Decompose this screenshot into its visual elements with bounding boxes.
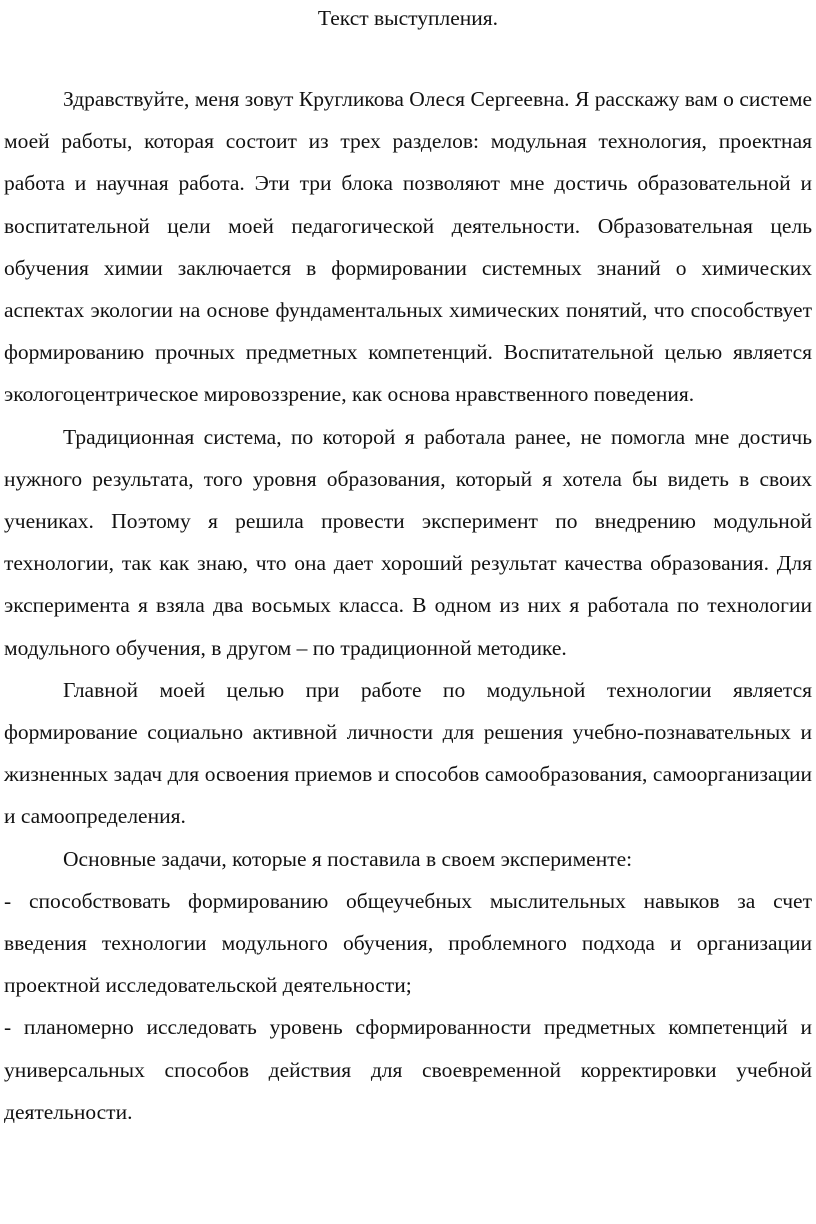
- list-item: - планомерно исследовать уровень сформированности предметных компетенций и универсальных способов действия для своевременной корректировки учебной деятельности.: [4, 1015, 812, 1124]
- paragraph-traditional-system: Традиционная система, по которой я работала ранее, не помогла мне достичь нужного результата, того уровня образования, который я хотела бы видеть в своих учениках. Поэтому я решила провести эксперимент по внедрению модульной технологии, так как знаю, что она дает хороший результат качества образования. Для эксперимента я взяла два восьмых класса. В одном из них я работала по технологии модульного обучения, в другом – по традиционной методике.: [4, 424, 812, 660]
- paragraph-tasks-heading: Основные задачи, которые я поставила в своем эксперименте:: [63, 846, 633, 871]
- paragraph-main-goal: Главной моей целью при работе по модульной технологии является формирование социально активной личности для решения учебно-познавательных и жизненных задач для освоения приемов и способов самообразования, самоорганизации и самоопределения.: [4, 677, 812, 829]
- list-item: - способствовать формированию общеучебных мыслительных навыков за счет введения технологии модульного обучения, проблемного подхода и организации проектной исследовательской деятельности;: [4, 888, 812, 998]
- document-title: Текст выступления.: [317, 6, 499, 30]
- paragraph-intro: Здравствуйте, меня зовут Кругликова Олеся Сергеевна. Я расскажу вам о системе моей работы, которая состоит из трех разделов: модульная технология, проектная работа и научная работа. Эти три блока позволяют мне достичь образовательной и воспитательной цели моей педагогической деятельности. Образовательная цель обучения химии заключается в формировании системных знаний о химических аспектах экологии на основе фундаментальных химических понятий, что способствует формированию прочных предметных компетенций. Воспитательной целью является экологоцентрическое мировоззрение, как основа нравственного поведения.: [4, 87, 812, 407]
